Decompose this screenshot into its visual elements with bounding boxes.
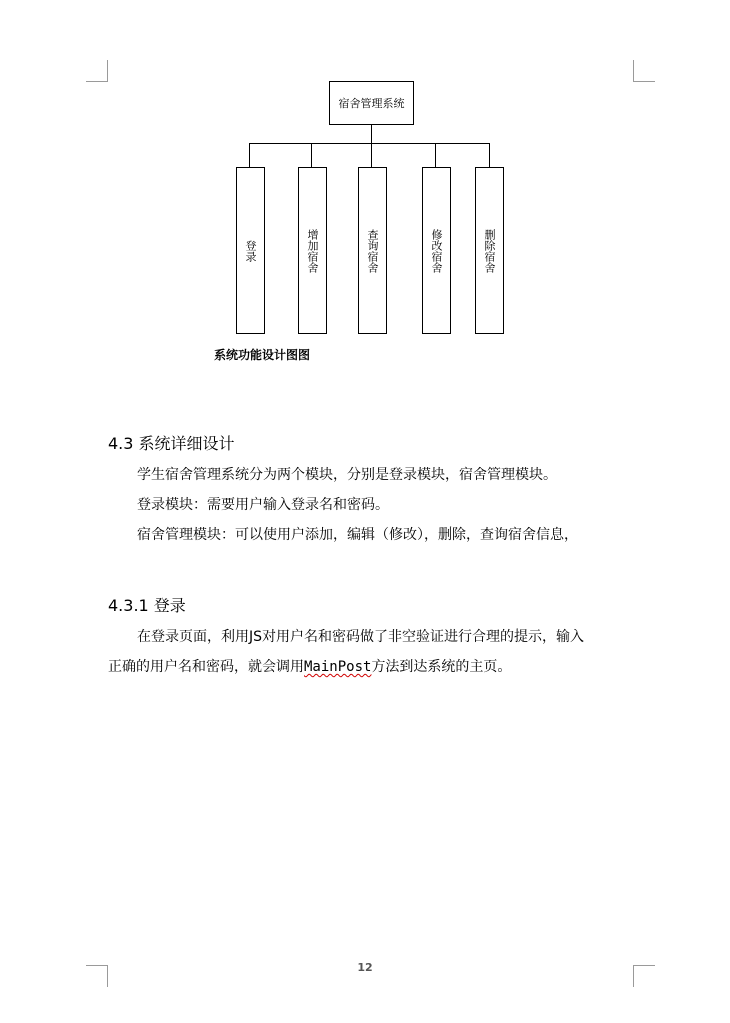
diagram-caption: 系统功能设计图图: [214, 348, 311, 362]
child-label-query: 查询宿舍: [366, 228, 379, 273]
child-box-add: [298, 167, 327, 334]
root-box: [329, 81, 414, 125]
drop-line-3: [371, 143, 372, 167]
paragraph-line: 在登录页面，利用JS对用户名和密码做了非空验证进行合理的提示，输入: [137, 629, 585, 645]
code-term: MainPost: [304, 659, 372, 675]
child-box-delete: [475, 167, 504, 334]
crop-mark-top-right-h: [633, 81, 655, 82]
drop-line-5: [489, 143, 490, 167]
drop-line-2: [311, 143, 312, 167]
child-label-edit: 修改宿舍: [430, 228, 443, 273]
paragraph-line: 登录模块：需要用户输入登录名和密码。: [137, 497, 389, 513]
drop-line-1: [249, 143, 250, 167]
child-label-delete: 删除宿舍: [483, 228, 496, 273]
paragraph-text: 方法到达系统的主页。: [371, 659, 512, 675]
child-box-login: [236, 167, 265, 334]
trunk-line: [371, 125, 372, 143]
paragraph-line: [108, 660, 511, 674]
drop-line-4: [435, 143, 436, 167]
child-box-edit: [422, 167, 451, 334]
branch-line: [249, 143, 490, 144]
paragraph-line: 宿舍管理模块：可以使用户添加，编辑（修改），删除，查询宿舍信息，: [137, 527, 578, 543]
root-label: 宿舍管理系统: [338, 97, 405, 110]
section-heading-4-3-1: 4.3.1 登录: [108, 596, 186, 615]
child-label-login: 登录: [244, 239, 257, 262]
paragraph-line: 学生宿舍管理系统分为两个模块，分别是登录模块，宿舍管理模块。: [137, 467, 557, 483]
crop-mark-top-right-v: [633, 60, 634, 82]
crop-mark-top-left-v: [107, 60, 108, 82]
child-label-add: 增加宿舍: [306, 228, 319, 273]
crop-mark-top-left-h: [86, 81, 108, 82]
paragraph-text: 正确的用户名和密码，就会调用: [108, 659, 304, 675]
child-box-query: [358, 167, 387, 334]
section-heading-4-3: 4.3 系统详细设计: [108, 434, 235, 453]
page-number: 12: [357, 961, 373, 974]
